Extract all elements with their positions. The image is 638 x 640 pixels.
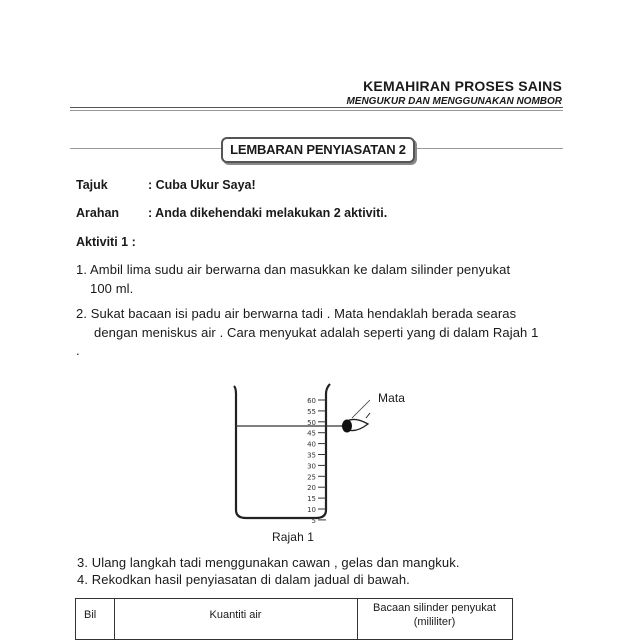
- eye-pointer: [352, 400, 370, 418]
- worksheet-banner: LEMBARAN PENYIASATAN 2: [221, 137, 415, 163]
- table-header-bacaan-line2: (mililiter): [413, 616, 456, 628]
- step-2-line-1: 2. Sukat bacaan isi padu air berwarna tadi . Mata hendaklah berada searas: [76, 306, 517, 321]
- scale-label: 10: [307, 506, 316, 514]
- figure-caption: Rajah 1: [272, 530, 315, 544]
- scale-label: 35: [307, 451, 316, 460]
- scale-label: 40: [307, 440, 316, 449]
- table-header-bacaan: [357, 599, 512, 639]
- scale-label: 30: [307, 462, 316, 471]
- scale-label: 5: [311, 516, 316, 525]
- scale-label: 45: [307, 429, 316, 438]
- tajuk-value: : Cuba Ukur Saya!: [148, 178, 256, 192]
- scale-label: 20: [307, 484, 316, 493]
- document-subtitle: MENGUKUR DAN MENGGUNAKAN NOMBOR: [346, 96, 562, 107]
- scale-label: 60: [307, 397, 316, 405]
- step-1-line-1: 1. Ambil lima sudu air berwarna dan masukkan ke dalam silinder penyukat: [76, 262, 511, 277]
- scale-label: 55: [307, 407, 316, 416]
- table-header-bil: [76, 599, 115, 639]
- step-4: 4. Rekodkan hasil penyiasatan di dalam jadual di bawah.: [77, 572, 410, 587]
- header-divider: [70, 107, 563, 108]
- table-header-bil-text: Bil: [84, 609, 97, 621]
- scale-ticks: [318, 400, 326, 520]
- arahan-value: : Anda dikehendaki melakukan 2 aktiviti.: [148, 206, 388, 220]
- results-table: [75, 598, 513, 640]
- arahan-label: Arahan: [76, 206, 120, 220]
- table-header-kuantiti-text: Kuantiti air: [209, 609, 262, 621]
- header-divider-secondary: [70, 110, 563, 111]
- step-1-line-2: 100 ml.: [90, 281, 134, 296]
- activity-heading: Aktiviti 1 :: [76, 235, 136, 249]
- scale-label: 50: [307, 418, 316, 427]
- document-title: KEMAHIRAN PROSES SAINS: [363, 78, 562, 94]
- step-2-line-2: dengan meniskus air . Cara menyukat adalah seperti yang di dalam Rajah 1: [94, 325, 539, 340]
- eye-label: Mata: [378, 391, 406, 405]
- step-3: 3. Ulang langkah tadi menggunakan cawan , gelas dan mangkuk.: [77, 555, 460, 570]
- table-header-kuantiti: [114, 599, 358, 639]
- measuring-cylinder-figure: [220, 378, 440, 528]
- tajuk-label: Tajuk: [76, 178, 108, 192]
- eye-icon: [342, 413, 370, 433]
- table-header-bacaan-line1: Bacaan silinder penyukat: [373, 602, 496, 614]
- scale-label: 15: [307, 495, 316, 504]
- step-2-line-3: .: [76, 343, 80, 358]
- scale-label: 25: [307, 473, 316, 482]
